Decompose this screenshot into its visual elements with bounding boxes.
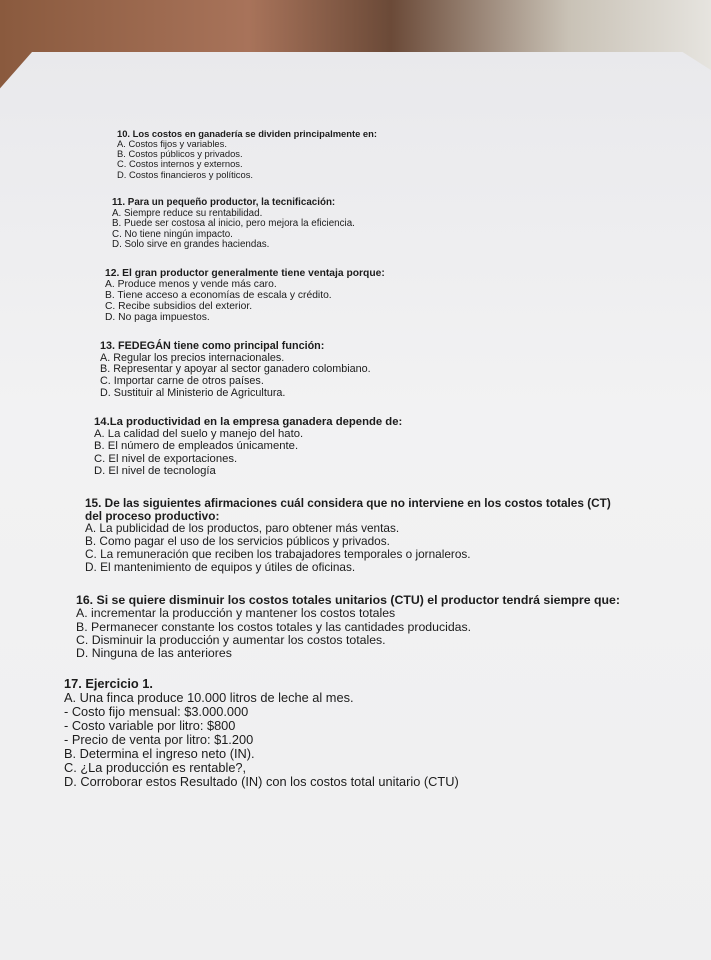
option-c: C. No tiene ningún impacto.: [112, 228, 233, 240]
option-a: A. Regular los precios internacionales.: [100, 351, 285, 364]
question-title: 13. FEDEGÁN tiene como principal función:: [100, 340, 325, 352]
exercise-line-a: A. Una finca produce 10.000 litros de leche al mes.: [64, 690, 354, 706]
question-title: 17. Ejercicio 1.: [64, 676, 153, 691]
option-b: B. Permanecer constante los costos totales y las cantidades producidas.: [76, 619, 472, 634]
question-11: [112, 198, 355, 251]
option-d: D. El nivel de tecnología: [94, 464, 216, 477]
option-b: B. Puede ser costosa al inicio, pero mejora la eficiencia.: [112, 218, 355, 230]
question-title: 11. Para un pequeño productor, la tecnificación:: [112, 197, 336, 208]
question-15: [85, 497, 611, 573]
option-a: A. Siempre reduce su rentabilidad.: [112, 207, 263, 219]
option-d: D. Sustituir al Ministerio de Agricultura.: [100, 386, 286, 399]
option-a: A. La publicidad de los productos, paro obtener más ventas.: [85, 521, 400, 536]
option-c: C. El nivel de exportaciones.: [94, 452, 238, 465]
exercise-line-sale-price: - Precio de venta por litro: $1.200: [64, 732, 254, 748]
option-a: A. Produce menos y vende más caro.: [105, 279, 277, 291]
question-10: [117, 129, 377, 180]
option-d: D. El mantenimiento de equipos y útiles de oficinas.: [85, 559, 356, 574]
option-c: C. La remuneración que reciben los trabajadores temporales o jornaleros.: [85, 546, 471, 561]
option-a: A. incrementar la producción y mantener los costos totales: [76, 606, 396, 621]
option-d: D. Costos financieros y políticos.: [117, 168, 253, 180]
question-title: 14.La productividad en la empresa ganadera depende de:: [94, 416, 403, 428]
exercise-line-fixed-cost: - Costo fijo mensual: $3.000.000: [64, 704, 249, 720]
question-13: [100, 341, 371, 399]
question-title: 16. Si se quiere disminuir los costos totales unitarios (CTU) el productor tendrá siempre que:: [76, 593, 620, 607]
question-14: [94, 416, 402, 477]
option-c: C. Costos internos y externos.: [117, 158, 243, 170]
option-b: B. Costos públicos y privados.: [117, 148, 243, 160]
question-title-line1: 15. De las siguientes afirmaciones cuál considera que no interviene en los costos totales (CT): [85, 496, 611, 510]
question-title: 10. Los costos en ganadería se dividen principalmente en:: [117, 128, 377, 139]
option-d: D. No paga impuestos.: [105, 312, 210, 324]
exercise-line-d: D. Corroborar estos Resultado (IN) con los costos total unitario (CTU): [64, 774, 459, 790]
exercise-line-c: C. ¿La producción es rentable?,: [64, 760, 247, 776]
option-d: D. Ninguna de las anteriores: [76, 646, 232, 661]
exercise-line-variable-cost: - Costo variable por litro: $800: [64, 718, 236, 734]
option-b: B. Como pagar el uso de los servicios públicos y privados.: [85, 534, 390, 549]
option-a: A. Costos fijos y variables.: [117, 138, 227, 150]
question-16: [76, 594, 620, 660]
question-17: [64, 677, 459, 790]
option-c: C. Importar carne de otros países.: [100, 374, 264, 387]
option-b: B. Representar y apoyar al sector ganadero colombiano.: [100, 363, 371, 376]
question-title: 12. El gran productor generalmente tiene ventaja porque:: [105, 268, 385, 279]
exercise-line-b: B. Determina el ingreso neto (IN).: [64, 746, 255, 762]
option-b: B. El número de empleados únicamente.: [94, 440, 299, 453]
question-12: [105, 268, 385, 324]
option-c: C. Disminuir la producción y aumentar los costos totales.: [76, 632, 386, 647]
question-title-line2: del proceso productivo:: [85, 508, 220, 523]
option-d: D. Solo sirve en grandes haciendas.: [112, 239, 270, 251]
option-c: C. Recibe subsidios del exterior.: [105, 301, 253, 313]
option-a: A. La calidad del suelo y manejo del hato.: [94, 428, 304, 441]
option-b: B. Tiene acceso a economías de escala y crédito.: [105, 290, 332, 302]
